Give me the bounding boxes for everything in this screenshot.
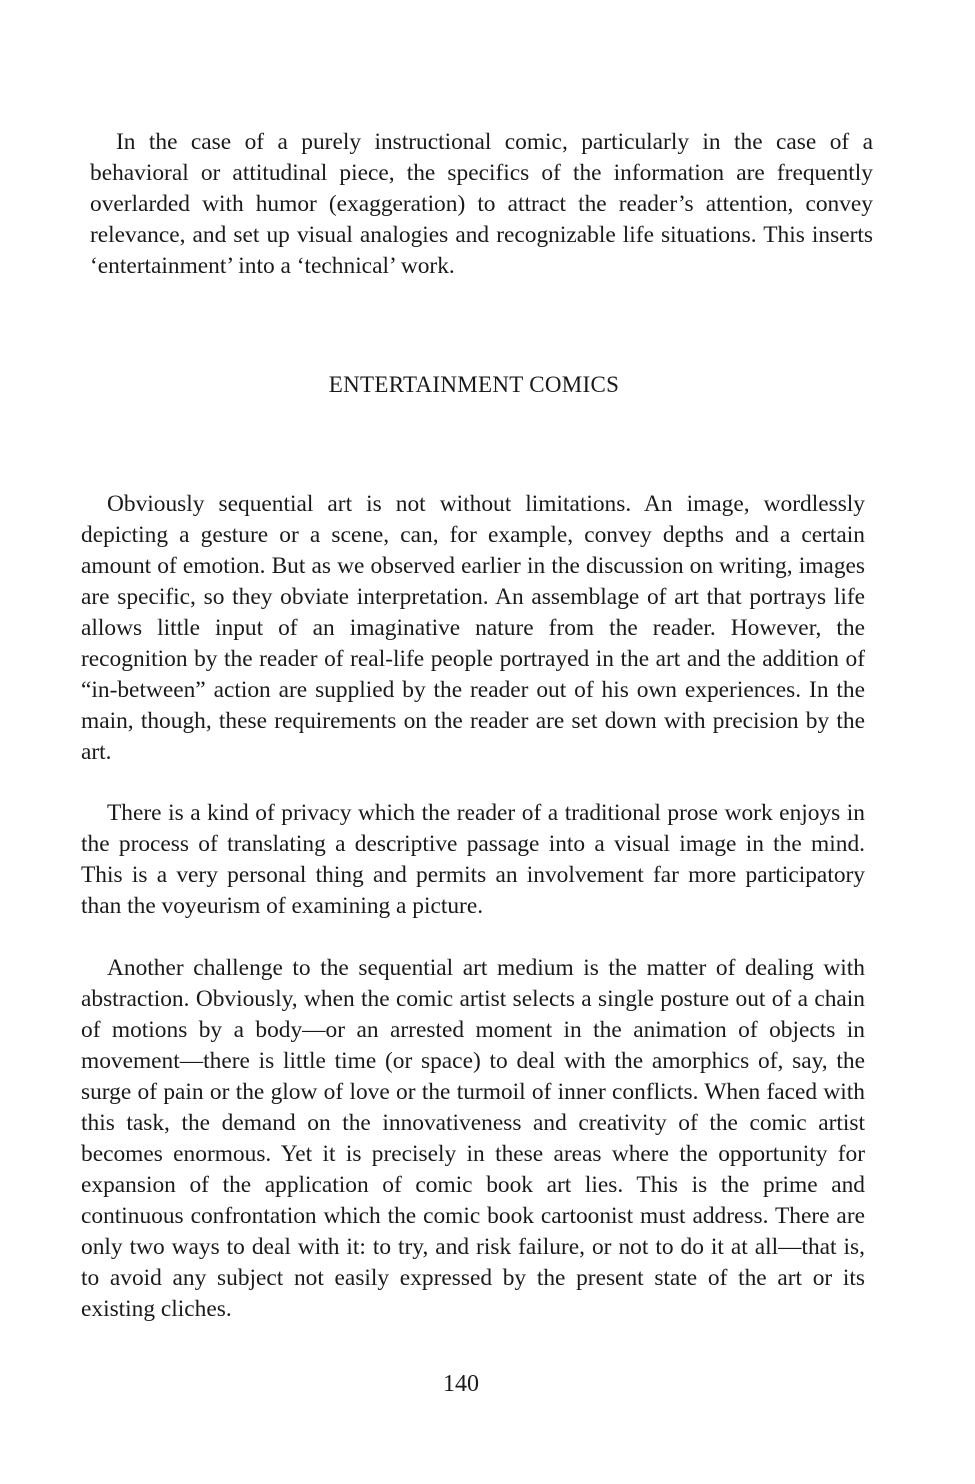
paragraph-privacy: There is a kind of privacy which the reader of a traditional prose work enjoys in the process of translating a descriptive passage into a visual image in the mind. This is a very personal thing and permits an involvement far more participatory than the voyeurism of examining a picture.	[81, 800, 865, 919]
paragraph-limitations: Obviously sequential art is not without limitations. An image, wordlessly depicting a gesture or a scene, can, for example, convey depths and a certain amount of emotion. But as we observed earlier in the discussion on writing, images are specific, so they obviate interpretation. An assemblage of art that portrays life allows little input of an imaginative nature from the reader. However, the recognition by the reader of real-life people portrayed in the art and the addition of “in-between” action are supplied by the reader out of his own experiences. In the main, though, these requirements on the reader are set down with precision by the art.	[81, 491, 865, 765]
paragraph-instructional-comic: In the case of a purely instructional comic, particularly in the case of a behavioral or attitudinal piece, the specifics of the information are frequently overlarded with humor (exaggeration) to attract the reader’s attention, convey relevance, and set up visual analogies and recognizable life situations. This inserts ‘entertainment’ into a ‘technical’ work.	[90, 129, 873, 279]
page-number: 140	[443, 1371, 479, 1397]
paragraph-abstraction: Another challenge to the sequential art medium is the matter of dealing with abstraction. Obviously, when the comic artist selects a single posture out of a chain of motions by a body—or an arrested moment in the animation of objects in movement—there is little time (or space) to deal with the amorphics of, say, the surge of pain or the glow of love or the turmoil of inner conflicts. When faced with this task, the demand on the innovativeness and creativity of the comic artist becomes enormous. Yet it is precisely in these areas where the opportunity for expansion of the application of comic book art lies. This is the prime and continuous confrontation which the comic book cartoonist must address. There are only two ways to deal with it: to try, and risk failure, or not to do it at all—that is, to avoid any subject not easily expressed by the present state of the art or its existing cliches.	[81, 955, 865, 1322]
section-heading: ENTERTAINMENT COMICS	[328, 372, 620, 397]
